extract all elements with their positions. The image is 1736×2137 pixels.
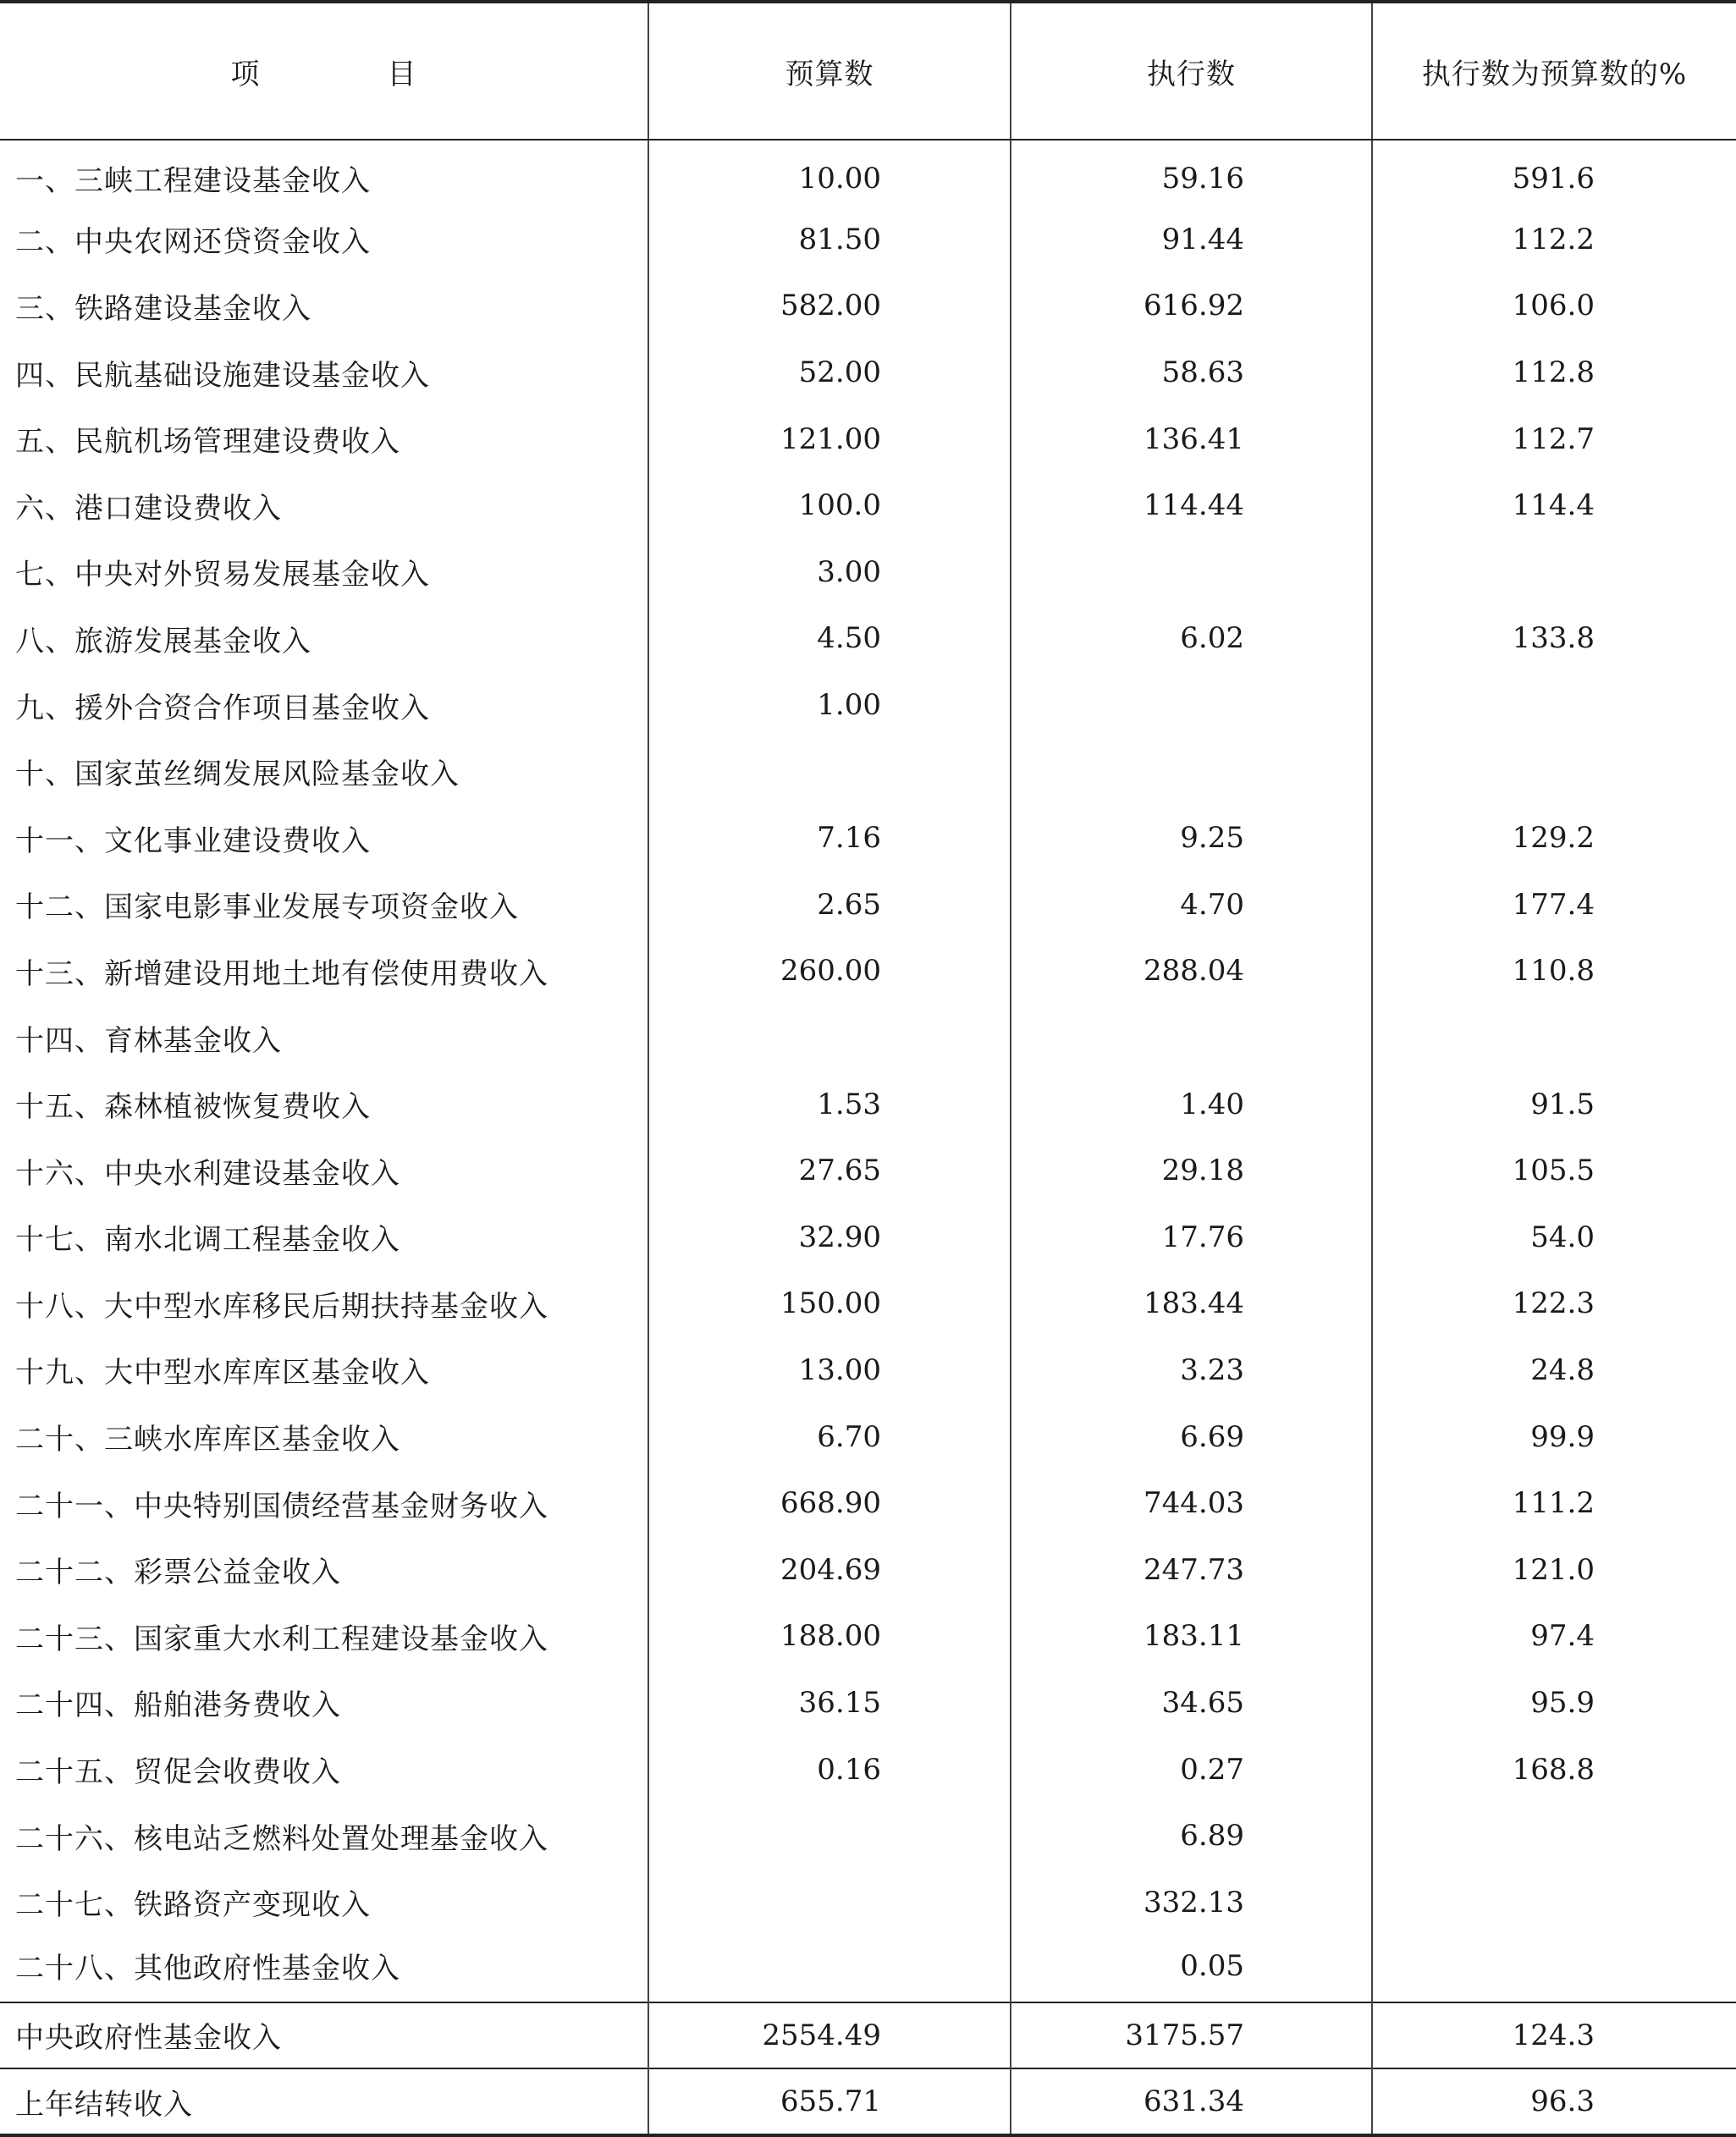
row-name: 二十七、铁路资产变现收入 <box>15 1888 371 1923</box>
row-ratio <box>1372 539 1736 606</box>
row-budget: 1.00 <box>648 672 1011 739</box>
row-name: 六、港口建设费收入 <box>15 491 282 526</box>
header-ratio: 执行数为预算数的% <box>1372 2 1736 140</box>
row-budget <box>648 1869 1011 1936</box>
row-executed: 29.18 <box>1011 1137 1372 1204</box>
table-row <box>0 1204 1736 1271</box>
header-executed: 执行数 <box>1011 2 1372 140</box>
row-name: 十一、文化事业建设费收入 <box>15 823 371 858</box>
row-ratio: 91.5 <box>1372 1071 1736 1137</box>
carryover-executed: 631.34 <box>1011 2068 1372 2135</box>
row-ratio: 54.0 <box>1372 1204 1736 1271</box>
row-ratio: 24.8 <box>1372 1337 1736 1404</box>
row-executed: 0.27 <box>1011 1736 1372 1803</box>
carryover-name: 上年结转收入 <box>0 2068 648 2135</box>
header-budget: 预算数 <box>648 2 1011 140</box>
table-row <box>0 938 1736 1005</box>
row-ratio: 110.8 <box>1372 938 1736 1005</box>
row-executed: 247.73 <box>1011 1536 1372 1603</box>
table-row <box>0 1603 1736 1670</box>
row-executed: 616.92 <box>1011 273 1372 339</box>
table-row <box>0 1270 1736 1337</box>
row-executed: 114.44 <box>1011 472 1372 539</box>
row-ratio: 177.4 <box>1372 872 1736 939</box>
row-ratio <box>1372 1936 1736 2002</box>
row-budget: 2.65 <box>648 872 1011 939</box>
table-row <box>0 273 1736 339</box>
row-ratio <box>1372 672 1736 739</box>
row-executed: 183.44 <box>1011 1270 1372 1337</box>
table-row <box>0 405 1736 472</box>
table-row <box>0 1670 1736 1737</box>
row-executed: 183.11 <box>1011 1603 1372 1670</box>
row-ratio: 133.8 <box>1372 605 1736 672</box>
row-executed: 3.23 <box>1011 1337 1372 1404</box>
table-header <box>0 2 1736 140</box>
row-name: 二十二、彩票公益金收入 <box>15 1556 341 1590</box>
table-row <box>0 1071 1736 1137</box>
total-executed: 3175.57 <box>1011 2002 1372 2069</box>
row-ratio: 99.9 <box>1372 1403 1736 1470</box>
row-name: 二十、三峡水库库区基金收入 <box>15 1423 400 1457</box>
row-ratio: 111.2 <box>1372 1470 1736 1537</box>
table-row <box>0 339 1736 406</box>
row-budget: 260.00 <box>648 938 1011 1005</box>
table-row <box>0 1337 1736 1404</box>
row-ratio: 129.2 <box>1372 805 1736 872</box>
row-budget <box>648 1936 1011 2002</box>
header-row <box>0 2 1736 140</box>
row-ratio: 112.8 <box>1372 339 1736 406</box>
row-name: 五、民航机场管理建设费收入 <box>15 425 400 460</box>
row-budget: 150.00 <box>648 1270 1011 1337</box>
table-row <box>0 605 1736 672</box>
row-name: 十五、森林植被恢复费收入 <box>15 1090 371 1125</box>
table-row <box>0 1736 1736 1803</box>
row-executed: 17.76 <box>1011 1204 1372 1271</box>
carryover-ratio: 96.3 <box>1372 2068 1736 2135</box>
row-budget: 4.50 <box>648 605 1011 672</box>
row-executed <box>1011 672 1372 739</box>
row-name: 二十八、其他政府性基金收入 <box>15 1952 400 1986</box>
row-budget: 36.15 <box>648 1670 1011 1737</box>
row-ratio: 121.0 <box>1372 1536 1736 1603</box>
row-name: 十二、国家电影事业发展专项资金收入 <box>15 890 519 925</box>
row-budget: 6.70 <box>648 1403 1011 1470</box>
row-name: 二十四、船舶港务费收入 <box>15 1688 341 1723</box>
table-row <box>0 1936 1736 2002</box>
table-row <box>0 207 1736 273</box>
table-row <box>0 1137 1736 1204</box>
row-executed: 9.25 <box>1011 805 1372 872</box>
row-name: 二十一、中央特别国债经营基金财务收入 <box>15 1489 548 1523</box>
row-executed <box>1011 738 1372 805</box>
row-name: 十七、南水北调工程基金收入 <box>15 1223 400 1258</box>
row-budget: 0.16 <box>648 1736 1011 1803</box>
total-row <box>0 2002 1736 2069</box>
row-ratio: 112.2 <box>1372 207 1736 273</box>
row-name: 四、民航基础设施建设基金收入 <box>15 358 430 393</box>
row-executed: 6.02 <box>1011 605 1372 672</box>
row-budget <box>648 1803 1011 1870</box>
table-row <box>0 1869 1736 1936</box>
row-name: 七、中央对外贸易发展基金收入 <box>15 558 430 592</box>
row-executed: 332.13 <box>1011 1869 1372 1936</box>
row-budget: 27.65 <box>648 1137 1011 1204</box>
row-ratio: 95.9 <box>1372 1670 1736 1737</box>
row-budget: 3.00 <box>648 539 1011 606</box>
row-name: 九、援外合资合作项目基金收入 <box>15 691 430 725</box>
row-ratio <box>1372 738 1736 805</box>
row-executed: 744.03 <box>1011 1470 1372 1537</box>
header-item <box>0 2 648 140</box>
table-row <box>0 1803 1736 1870</box>
table-row <box>0 1403 1736 1470</box>
total-ratio: 124.3 <box>1372 2002 1736 2069</box>
row-budget: 32.90 <box>648 1204 1011 1271</box>
row-budget: 10.00 <box>648 140 1011 207</box>
row-executed <box>1011 539 1372 606</box>
row-executed: 34.65 <box>1011 1670 1372 1737</box>
row-ratio: 591.6 <box>1372 140 1736 207</box>
total-budget: 2554.49 <box>648 2002 1011 2069</box>
row-budget: 100.0 <box>648 472 1011 539</box>
row-ratio <box>1372 1869 1736 1936</box>
carryover-budget: 655.71 <box>648 2068 1011 2135</box>
row-name: 二十六、核电站乏燃料处置处理基金收入 <box>15 1821 548 1856</box>
row-budget: 13.00 <box>648 1337 1011 1404</box>
row-budget: 52.00 <box>648 339 1011 406</box>
table-row <box>0 472 1736 539</box>
row-name: 二十五、贸促会收费收入 <box>15 1755 341 1790</box>
row-executed: 136.41 <box>1011 405 1372 472</box>
table-row <box>0 805 1736 872</box>
table-row <box>0 539 1736 606</box>
table-row <box>0 738 1736 805</box>
row-name: 十、国家茧丝绸发展风险基金收入 <box>15 757 460 792</box>
row-budget: 204.69 <box>648 1536 1011 1603</box>
row-name: 十六、中央水利建设基金收入 <box>15 1156 400 1191</box>
row-budget: 188.00 <box>648 1603 1011 1670</box>
total-name: 中央政府性基金收入 <box>0 2002 648 2069</box>
row-budget <box>648 738 1011 805</box>
row-name: 一、三峡工程建设基金收入 <box>15 164 371 199</box>
row-ratio: 168.8 <box>1372 1736 1736 1803</box>
row-budget: 1.53 <box>648 1071 1011 1137</box>
row-name: 二十三、国家重大水利工程建设基金收入 <box>15 1622 548 1656</box>
row-budget: 121.00 <box>648 405 1011 472</box>
carryover-row <box>0 2068 1736 2135</box>
row-executed: 6.89 <box>1011 1803 1372 1870</box>
table-row <box>0 1470 1736 1537</box>
row-executed: 58.63 <box>1011 339 1372 406</box>
header-item-char-b: 目 <box>387 57 417 91</box>
row-budget: 668.90 <box>648 1470 1011 1537</box>
row-executed: 0.05 <box>1011 1936 1372 2002</box>
table-body <box>0 140 1736 2135</box>
row-ratio <box>1372 1803 1736 1870</box>
row-budget: 7.16 <box>648 805 1011 872</box>
row-ratio: 112.7 <box>1372 405 1736 472</box>
row-ratio: 114.4 <box>1372 472 1736 539</box>
row-executed: 91.44 <box>1011 207 1372 273</box>
row-name: 十八、大中型水库移民后期扶持基金收入 <box>15 1289 548 1324</box>
row-executed: 6.69 <box>1011 1403 1372 1470</box>
row-ratio: 106.0 <box>1372 273 1736 339</box>
row-executed: 4.70 <box>1011 872 1372 939</box>
row-ratio <box>1372 1005 1736 1071</box>
row-executed: 1.40 <box>1011 1071 1372 1137</box>
row-name: 十九、大中型水库库区基金收入 <box>15 1356 430 1391</box>
row-name: 三、铁路建设基金收入 <box>15 291 311 326</box>
header-item-char-a: 项 <box>230 57 261 91</box>
row-name: 八、旅游发展基金收入 <box>15 624 311 658</box>
row-name: 十三、新增建设用地土地有偿使用费收入 <box>15 956 548 991</box>
row-name: 二、中央农网还贷资金收入 <box>15 225 371 260</box>
table-row <box>0 140 1736 207</box>
table-row <box>0 1005 1736 1071</box>
row-budget <box>648 1005 1011 1071</box>
table-row <box>0 672 1736 739</box>
table-row <box>0 872 1736 939</box>
row-budget: 81.50 <box>648 207 1011 273</box>
table-row <box>0 1536 1736 1603</box>
row-budget: 582.00 <box>648 273 1011 339</box>
row-ratio: 97.4 <box>1372 1603 1736 1670</box>
row-executed <box>1011 1005 1372 1071</box>
row-ratio: 122.3 <box>1372 1270 1736 1337</box>
row-ratio: 105.5 <box>1372 1137 1736 1204</box>
row-executed: 288.04 <box>1011 938 1372 1005</box>
row-name: 十四、育林基金收入 <box>15 1023 282 1058</box>
row-executed: 59.16 <box>1011 140 1372 207</box>
